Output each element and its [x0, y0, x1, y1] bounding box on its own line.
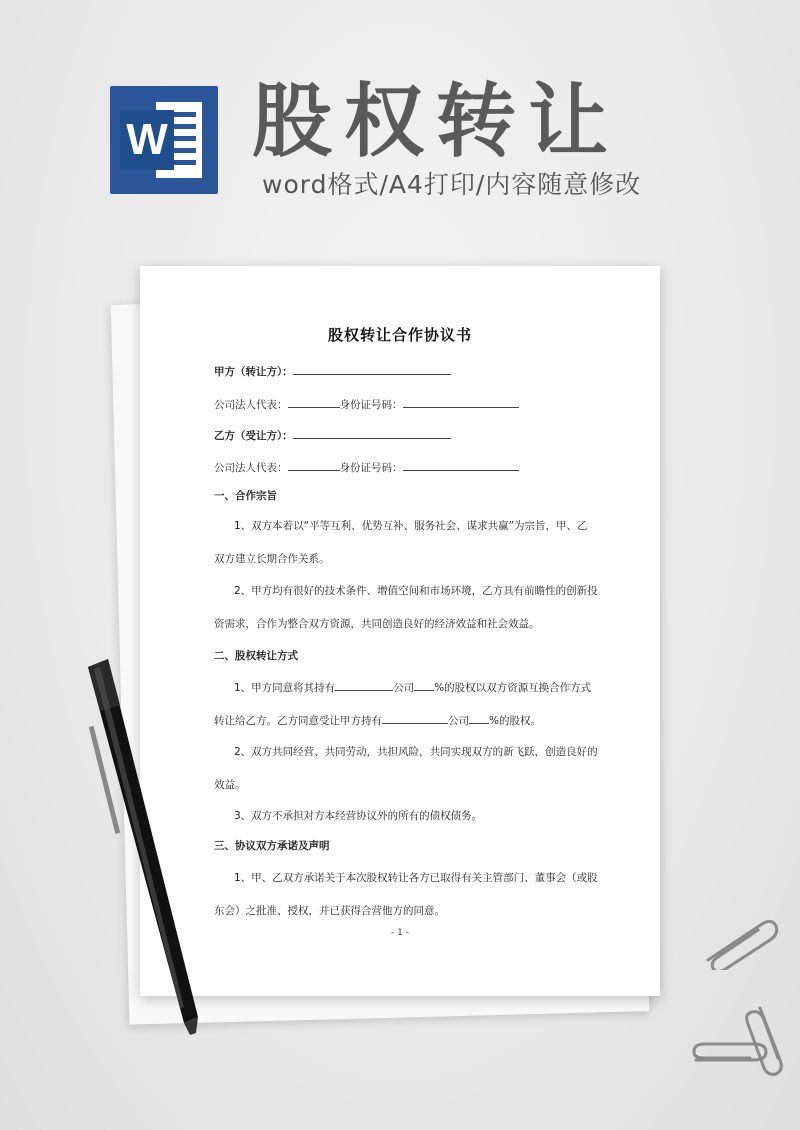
party-b-label: 乙方（受让方）：	[214, 430, 293, 442]
section1-paragraph-2: 2、甲方均有很好的技术条件、增值空间和市场环境，乙方具有前瞻性的创新投资需求，合作为整合双方资源，共同创造良好的经济效益和社会效益。	[214, 585, 598, 630]
section2-paragraph-1: 1、甲方同意将其持有 公司 %的股权以双方资源互换合作方式转让给乙方。乙方同意受让甲方持有 公司 %的股权。	[214, 672, 598, 738]
section2-heading: 二、股权转让方式	[214, 650, 298, 662]
banner-title: 股权转让	[252, 75, 620, 168]
rep-b-name-field	[288, 458, 340, 471]
paperclip-icon	[700, 910, 780, 970]
rep-b-id-field	[403, 458, 519, 471]
party-b-field	[293, 426, 451, 439]
word-logo-letter: W	[120, 110, 174, 170]
party-b-line	[214, 426, 614, 444]
rep-a-label: 公司法人代表：	[214, 399, 288, 411]
pen-icon	[80, 655, 210, 1040]
rep-a-name-field	[288, 395, 340, 408]
section2-paragraph-2: 2、双方共同经营、共同劳动，共担风险，共同实现双方的新飞跃，创造良好的效益。	[214, 746, 598, 791]
rep-a-id-field	[403, 395, 519, 408]
header-banner	[0, 0, 800, 230]
company-field-2	[382, 711, 448, 724]
word-logo-icon	[110, 86, 218, 194]
rep-a-line	[214, 395, 614, 413]
page-number: - 1 -	[391, 928, 409, 938]
section2-paragraph-3: 3、双方不承担对方本经营协议外的所有的债权债务。	[234, 810, 483, 822]
party-a-field	[293, 362, 451, 375]
percent-field-1	[414, 678, 434, 691]
rep-b-line	[214, 458, 614, 476]
document-title: 股权转让合作协议书	[327, 326, 472, 344]
party-a-line	[214, 362, 614, 380]
rep-b-label: 公司法人代表：	[214, 462, 288, 474]
rep-a-id-label: 身份证号码：	[339, 399, 403, 411]
document-page	[140, 266, 660, 996]
section1-heading: 一、合作宗旨	[214, 490, 277, 502]
percent-field-2	[469, 711, 489, 724]
section1-paragraph-1: 1、双方本着以“平等互利、优势互补、服务社会、谋求共赢”为宗旨，甲、乙双方建立长期合作关系。	[214, 520, 588, 565]
section3-paragraph-1: 1、甲、乙双方承诺关于本次股权转让各方已取得有关主管部门、董事会（或股东会）之批准、授权，并已获得合营他方的同意。	[214, 872, 598, 917]
party-a-label: 甲方（转让方）：	[214, 366, 293, 378]
banner-subtitle: word格式/A4打印/内容随意修改	[262, 170, 642, 199]
paperclip-icon-2	[690, 1000, 790, 1090]
company-field-1	[335, 678, 393, 691]
rep-b-id-label: 身份证号码：	[339, 462, 403, 474]
section3-heading: 三、协议双方承诺及声明	[214, 840, 330, 852]
